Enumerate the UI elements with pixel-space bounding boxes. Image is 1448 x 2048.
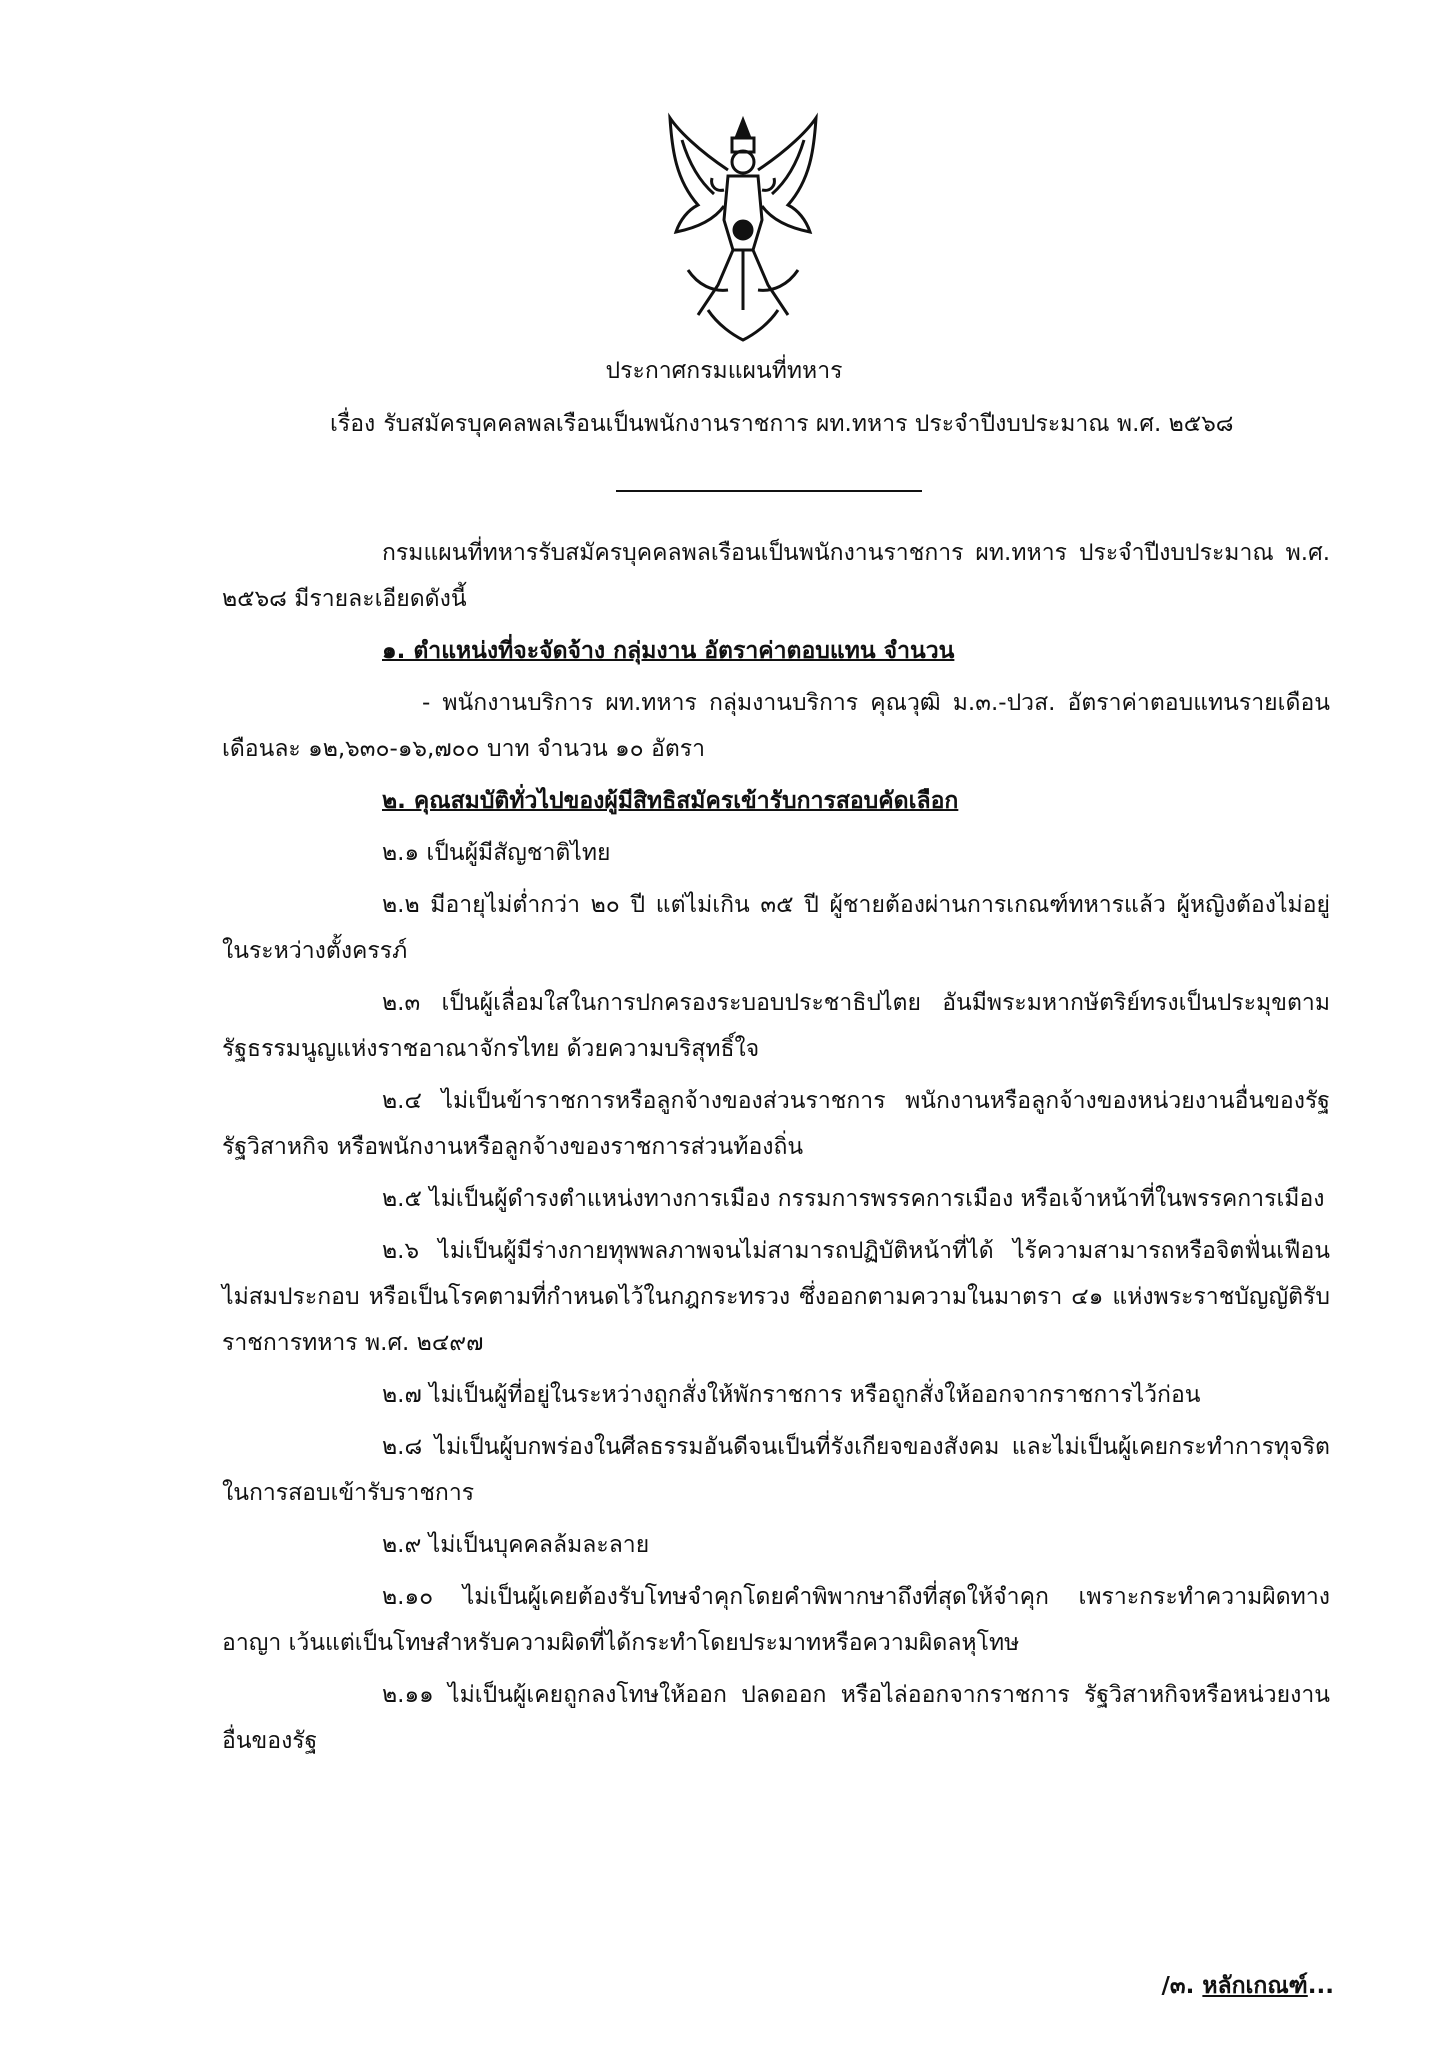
qualification-item: ๒.๑๑ ไม่เป็นผู้เคยถูกลงโทษให้ออก ปลดออก หรือไล่ออกจากราชการ รัฐวิสาหกิจหรือหน่วยงานอื่นของรัฐ: [222, 1682, 1330, 1754]
section-1-heading: ๑. ตำแหน่งที่จะจัดจ้าง กลุ่มงาน อัตราค่าตอบแทน จำนวน: [382, 638, 955, 664]
qualification-item: ๒.๖ ไม่เป็นผู้มีร่างกายทุพพลภาพจนไม่สามารถปฏิบัติหน้าที่ได้ ไร้ความสามารถหรือจิตฟั่นเฟือนไม่สมประกอบ หรือเป็นโรคตามที่กำหนดไว้ในกฎกระทรวง ซึ่งออกตามความในมาตรา ๔๑ แห่งพระราชบัญญัติรับราชการทหาร พ.ศ. ๒๔๙๗: [222, 1238, 1330, 1356]
intro-paragraph: กรมแผนที่ทหารรับสมัครบุคคลพลเรือนเป็นพนักงานราชการ ผท.ทหาร ประจำปีงบประมาณ พ.ศ. ๒๕๖๘ มีรายละเอียดดังนี้: [222, 540, 1330, 612]
section-2-heading: ๒. คุณสมบัติทั่วไปของผู้มีสิทธิสมัครเข้ารับการสอบคัดเลือก: [382, 788, 959, 814]
qualification-item: ๒.๘ ไม่เป็นผู้บกพร่องในศีลธรรมอันดีจนเป็นที่รังเกียจของสังคม และไม่เป็นผู้เคยกระทำการทุจริตในการสอบเข้ารับราชการ: [222, 1434, 1330, 1506]
announcement-title: ประกาศกรมแผนที่ทหาร: [605, 358, 843, 384]
qualification-item: ๒.๗ ไม่เป็นผู้ที่อยู่ในระหว่างถูกสั่งให้พักราชการ หรือถูกสั่งให้ออกจากราชการไว้ก่อน: [382, 1382, 1201, 1408]
continuation-prefix: /๓.: [1161, 1973, 1203, 1999]
section-1-item: - พนักงานบริการ ผท.ทหาร กลุ่มงานบริการ คุณวุฒิ ม.๓.-ปวส. อัตราค่าตอบแทนรายเดือน เดือนละ ๑๒,๖๓๐-๑๖,๗๐๐ บาท จำนวน ๑๐ อัตรา: [222, 690, 1330, 762]
qualification-item: ๒.๓ เป็นผู้เลื่อมใสในการปกครองระบอบประชาธิปไตย อันมีพระมหากษัตริย์ทรงเป็นประมุขตามรัฐธรรมนูญแห่งราชอาณาจักรไทย ด้วยความบริสุทธิ์ใจ: [222, 990, 1330, 1062]
section-1-heading-row: [222, 628, 1330, 674]
continuation-ellipsis: ...: [1307, 1973, 1334, 1999]
title-divider: [616, 490, 922, 492]
qualification-item: ๒.๙ ไม่เป็นบุคคลล้มละลาย: [382, 1532, 650, 1558]
section-2-heading-row: [222, 778, 1330, 824]
qualification-item: ๒.๑ เป็นผู้มีสัญชาติไทย: [382, 840, 611, 866]
announcement-subject: [330, 408, 1234, 440]
qualification-item: ๒.๒ มีอายุไม่ต่ำกว่า ๒๐ ปี แต่ไม่เกิน ๓๕ ปี ผู้ชายต้องผ่านการเกณฑ์ทหารแล้ว ผู้หญิงต้องไม่อยู่ในระหว่างตั้งครรภ์: [222, 892, 1330, 964]
qualification-item: ๒.๑๐ ไม่เป็นผู้เคยต้องรับโทษจำคุกโดยคำพิพากษาถึงที่สุดให้จำคุก เพราะกระทำความผิดทางอาญา เว้นแต่เป็นโทษสำหรับความผิดที่ได้กระทำโดยประมาทหรือความผิดลหุโทษ: [222, 1584, 1330, 1656]
document-body: [222, 530, 1330, 1770]
garuda-emblem-icon: [658, 110, 828, 350]
next-page-continuation: [1162, 1970, 1335, 2002]
subject-text: รับสมัครบุคคลพลเรือนเป็นพนักงานราชการ ผท.ทหาร ประจำปีงบประมาณ พ.ศ. ๒๕๖๘: [383, 411, 1234, 437]
qualification-item: ๒.๕ ไม่เป็นผู้ดำรงตำแหน่งทางการเมือง กรรมการพรรคการเมือง หรือเจ้าหน้าที่ในพรรคการเมือง: [382, 1186, 1325, 1212]
qualification-item: ๒.๔ ไม่เป็นข้าราชการหรือลูกจ้างของส่วนราชการ พนักงานหรือลูกจ้างของหน่วยงานอื่นของรัฐ รัฐวิสาหกิจ หรือพนักงานหรือลูกจ้างของราชการส่วนท้องถิ่น: [222, 1088, 1330, 1160]
continuation-next-section: หลักเกณฑ์: [1202, 1973, 1308, 1999]
subject-label: เรื่อง: [330, 411, 376, 437]
